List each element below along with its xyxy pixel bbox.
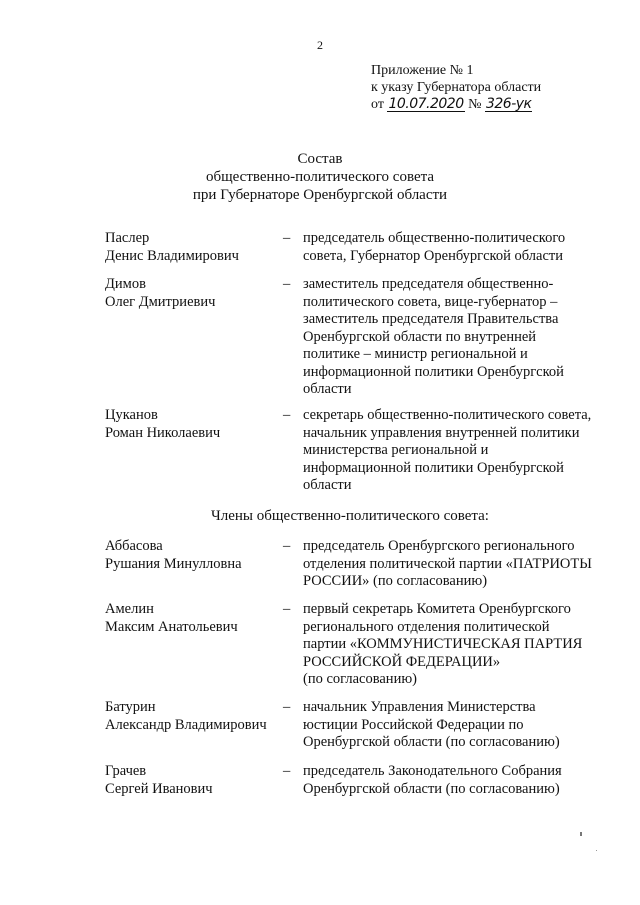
role-line: регионального отделения политической <box>303 618 550 635</box>
person-role <box>303 699 603 752</box>
dash: – <box>283 763 291 779</box>
dash: – <box>283 407 291 423</box>
surname: Паслер <box>105 230 150 246</box>
dash: – <box>283 230 291 246</box>
role-line: председатель общественно-политического <box>303 230 566 246</box>
handwritten-date: 10.07.2020 <box>388 96 464 112</box>
role-line: (по согласованию) <box>303 671 417 687</box>
given-names: Олег Дмитриевич <box>105 293 216 310</box>
dash: – <box>283 699 291 715</box>
surname: Цуканов <box>105 407 158 423</box>
role-line: первый секретарь Комитета Оренбургского <box>303 601 571 617</box>
title-line-2: общественно-политического совета <box>205 169 435 185</box>
appendix-reference: к указу Губернатора области <box>371 80 542 95</box>
dash: – <box>283 276 291 292</box>
role-line: Оренбургской области по внутренней <box>303 328 537 345</box>
role-line: РОССИИ» (по согласованию) <box>303 573 488 589</box>
role-line: информационной политики Оренбургской <box>303 363 564 380</box>
scan-artifact <box>580 832 582 836</box>
role-line: РОССИЙСКОЙ ФЕДЕРАЦИИ» <box>303 653 501 670</box>
role-line: партии «КОММУНИСТИЧЕСКАЯ ПАРТИЯ <box>303 636 583 652</box>
role-line: председатель Оренбургского регионального <box>303 538 575 554</box>
document-title <box>0 150 640 204</box>
page-number: 2 <box>317 38 323 52</box>
surname: Амелин <box>105 601 154 617</box>
given-names: Максим Анатольевич <box>105 618 238 635</box>
role-line: заместитель председателя общественно- <box>303 276 554 292</box>
person-role <box>303 276 603 399</box>
appendix-title: Приложение № 1 <box>371 63 474 78</box>
given-names: Рушания Минулловна <box>105 555 242 572</box>
role-line: юстиции Российской Федерации по <box>303 716 524 733</box>
role-line: заместитель председателя Правительства <box>303 311 559 327</box>
surname: Грачев <box>105 763 147 779</box>
person-name <box>105 538 280 573</box>
given-names: Сергей Иванович <box>105 780 213 797</box>
person-name <box>105 230 280 265</box>
person-name <box>105 276 280 311</box>
role-line: области <box>303 477 352 493</box>
surname: Аббасова <box>105 538 163 554</box>
person-role <box>303 601 603 689</box>
handwritten-number: 326-ук <box>485 96 532 112</box>
title-line-3: при Губернаторе Оренбургской области <box>192 187 448 203</box>
title-line-1: Состав <box>297 151 343 167</box>
person-role <box>303 230 603 265</box>
given-names: Роман Николаевич <box>105 424 221 441</box>
role-line: начальник управления внутренней политики <box>303 424 580 441</box>
person-name <box>105 407 280 442</box>
person-role <box>303 538 603 591</box>
role-line: информационной политики Оренбургской <box>303 459 564 476</box>
surname: Димов <box>105 276 146 292</box>
given-names: Александр Владимирович <box>105 716 267 733</box>
role-line: председатель Законодательного Собрания <box>303 763 562 779</box>
from-label: от <box>371 97 384 112</box>
person-name <box>105 699 280 734</box>
dash: – <box>283 601 291 617</box>
given-names: Денис Владимирович <box>105 247 239 264</box>
role-line: Оренбургской области (по согласованию) <box>303 734 560 750</box>
role-line: министерства региональной и <box>303 442 489 458</box>
scan-artifact <box>596 850 597 851</box>
person-role <box>303 763 603 798</box>
role-line: политического совета, вице-губернатор – <box>303 293 558 310</box>
role-line: отделения политической партии «ПАТРИОТЫ <box>303 555 592 572</box>
appendix-header <box>371 62 541 113</box>
role-line: секретарь общественно-политического совета, <box>303 407 592 423</box>
role-line: области <box>303 381 352 397</box>
person-role <box>303 407 603 495</box>
role-line: Оренбургской области (по согласованию) <box>303 780 560 797</box>
number-label: № <box>468 97 482 112</box>
person-name <box>105 763 280 798</box>
role-line: совета, Губернатор Оренбургской области <box>303 247 563 264</box>
person-name <box>105 601 280 636</box>
dash: – <box>283 538 291 554</box>
surname: Батурин <box>105 699 156 715</box>
role-line: политике – министр региональной и <box>303 346 528 362</box>
role-line: начальник Управления Министерства <box>303 699 536 715</box>
members-heading: Члены общественно-политического совета: <box>211 508 489 524</box>
appendix-date-number <box>371 96 541 113</box>
